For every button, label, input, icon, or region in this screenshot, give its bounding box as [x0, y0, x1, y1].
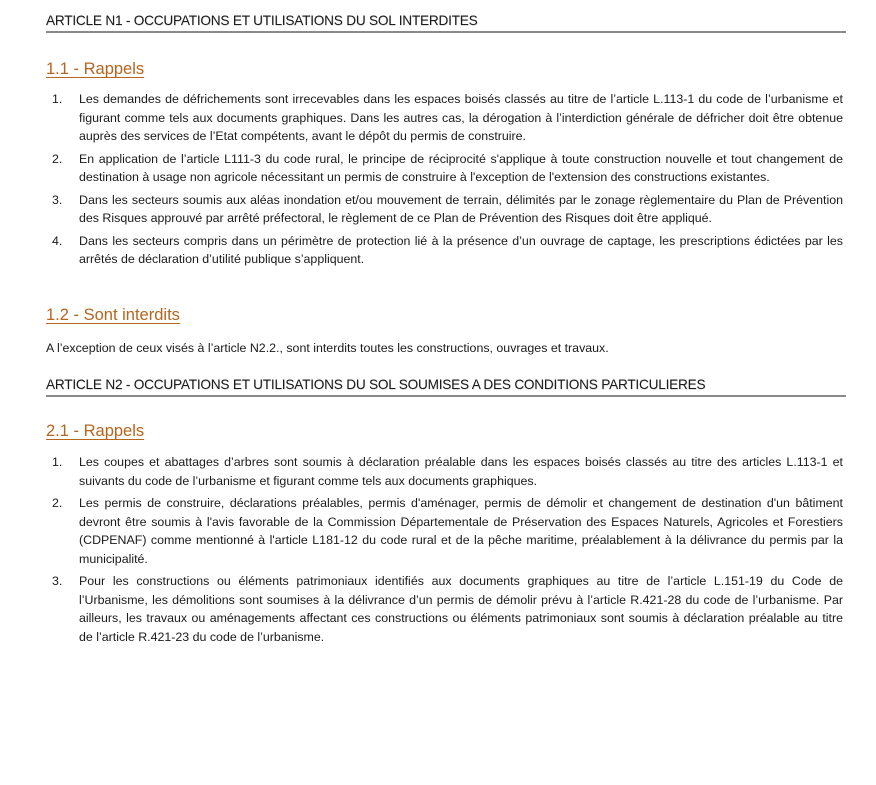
section-1-1-heading: 1.1 - Rappels — [46, 60, 145, 78]
section-2-1-heading: 2.1 - Rappels — [46, 422, 145, 440]
list-item-text: Les coupes et abattages d’arbres sont soumis à déclaration préalable dans les espaces boisés classés au titre des articles L.113-1 et suivants du code de l’urbanisme et figurant comme tels aux documents graphiques. — [79, 455, 843, 488]
list-item — [46, 90, 843, 146]
list-item-number: 4. — [52, 233, 63, 248]
list-item-number: 3. — [52, 192, 63, 207]
list-item — [46, 453, 843, 490]
list-item — [46, 191, 843, 228]
list-item-number: 2. — [52, 151, 63, 166]
list-item-text: Les permis de construire, déclarations préalables, permis d'aménager, permis de démolir et changement de destination d'un bâtiment devront être soumis à l'avis favorable de la Commission Départementale de Préservation des Espaces Naturels, Agricoles et Forestiers (CDPENAF) comme mentionné à l'article L181-12 du code rural et de la pêche maritime, préalablement à la délivrance du permis par la municipalité. — [79, 496, 843, 566]
section-1-2-heading: 1.2 - Sont interdits — [46, 306, 180, 324]
article-n2-heading: ARTICLE N2 - OCCUPATIONS ET UTILISATIONS DU SOL SOUMISES A DES CONDITIONS PARTICULIERES — [46, 377, 846, 397]
list-item-number: 3. — [52, 574, 63, 588]
article-n1-heading: ARTICLE N1 - OCCUPATIONS ET UTILISATIONS DU SOL INTERDITES — [46, 13, 846, 33]
list-item — [46, 150, 843, 187]
list-item-number: 1. — [52, 455, 63, 469]
list-item-number: 2. — [52, 496, 63, 510]
section-1-2-paragraph: A l’exception de ceux visés à l’article N2.2., sont interdits toutes les constructions, ouvrages et travaux. — [46, 341, 609, 355]
list-item-text: Dans les secteurs compris dans un périmètre de protection lié à la présence d’un ouvrage de captage, les prescriptions édictées par les arrêtés de déclaration d’utilité publique s’appliquent. — [79, 233, 843, 266]
list-item-text: Dans les secteurs soumis aux aléas inondation et/ou mouvement de terrain, délimités par le zonage règlementaire du Plan de Prévention des Risques approuvé par arrêté préfectoral, le règlement de ce Plan de Prévention des Risques doit être appliqué. — [79, 192, 843, 225]
list-item — [46, 232, 843, 269]
list-item — [46, 572, 843, 646]
list-item-text: Les demandes de défrichements sont irrecevables dans les espaces boisés classés au titre de l’article L.113-1 du code de l’urbanisme et figurant comme tels aux documents graphiques. Dans les autres cas, la dérogation à l’interdiction générale de défricher doit être obtenue auprès des services de l’Etat compétents, avant le dépôt du permis de construire. — [79, 92, 843, 143]
list-item — [46, 494, 843, 568]
section-1-1-list — [46, 90, 843, 273]
list-item-text: En application de l’article L111-3 du code rural, le principe de réciprocité s'applique à toute construction nouvelle et tout changement de destination à usage non agricole nécessitant un permis de construire à l'exception de l'extension des constructions existantes. — [79, 151, 843, 184]
list-item-text: Pour les constructions ou éléments patrimoniaux identifiés aux documents graphiques au titre de l’article L.151-19 du Code de l’Urbanisme, les démolitions sont soumises à la délivrance d’un permis de démolir prévu à l’article R.421-28 du code de l’urbanisme. Par ailleurs, les travaux ou aménagements affectant ces constructions ou éléments patrimoniaux sont soumis à déclaration préalable au titre de l’article R.421-23 du code de l’urbanisme. — [79, 574, 843, 644]
section-2-1-list — [46, 453, 843, 650]
list-item-number: 1. — [52, 92, 63, 106]
